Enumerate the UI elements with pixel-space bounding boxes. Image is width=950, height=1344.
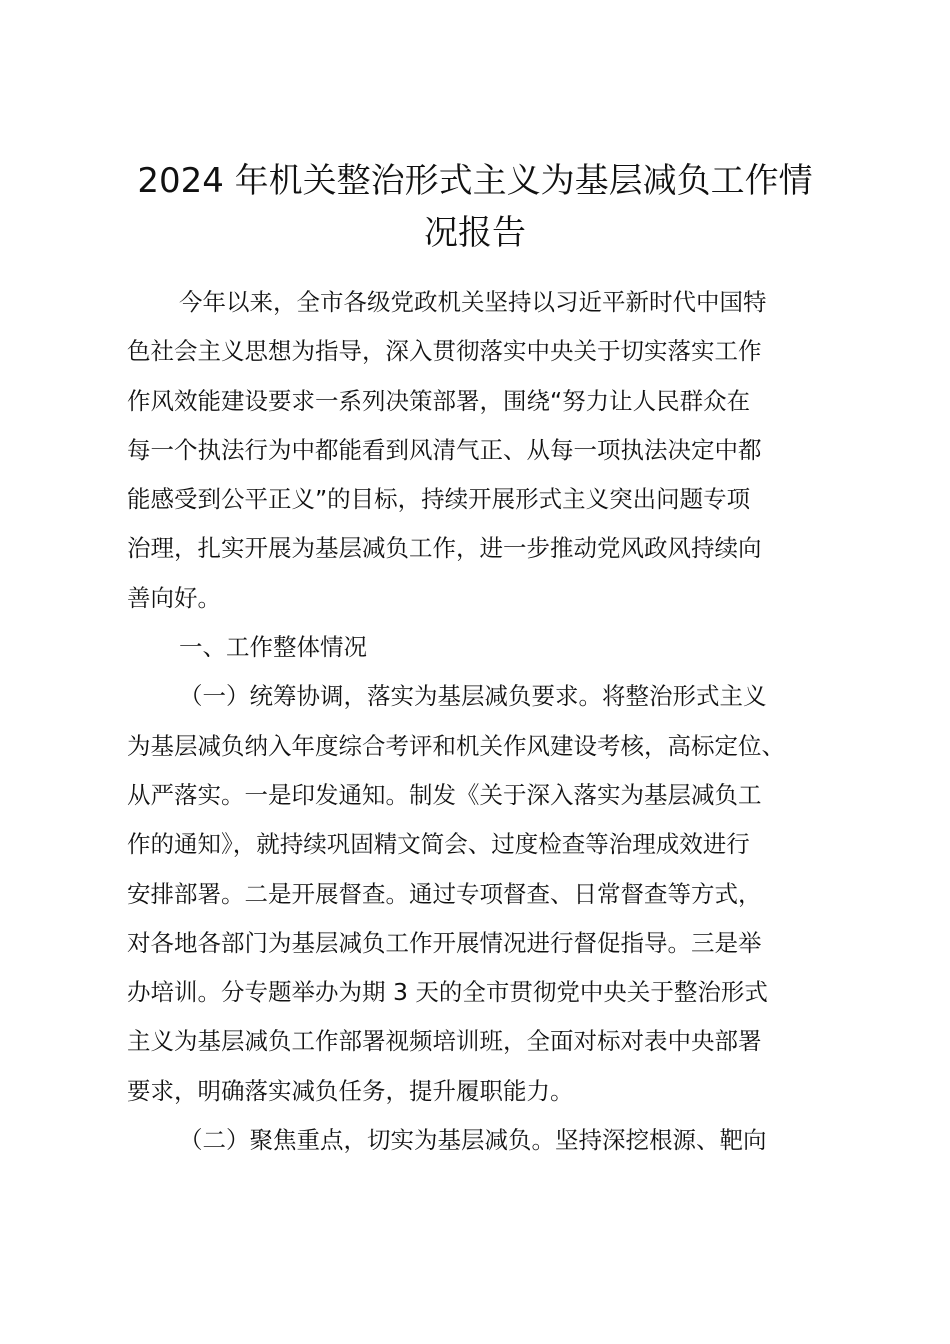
document-title [100,155,850,259]
body-line: 今年以来，全市各级党政机关坚持以习近平新时代中国特 [179,288,767,316]
body-line: 色社会主义思想为指导，深入贯彻落实中央关于切实落实工作 [127,337,762,366]
body-line: 从严落实。一是印发通知。制发《关于深入落实为基层减负工 [127,780,762,809]
body-line: 作风效能建设要求一系列决策部署，围绕“努力让人民群众在 [127,386,751,415]
body-line: 善向好。 [127,583,221,612]
body-line: 对各地各部门为基层减负工作开展情况进行督促指导。三是举 [127,928,762,957]
body-line: 治理，扎实开展为基层减负工作，进一步推动党风政风持续向 [127,534,762,563]
body-line: （一）统筹协调，落实为基层减负要求。将整治形式主义 [179,682,767,711]
body-line: 办培训。分专题举办为期 3 天的全市贯彻党中央关于整治形式 [127,978,768,1007]
body-line: 为基层减负纳入年度综合考评和机关作风建设考核，高标定位、 [127,731,785,760]
document-body [127,278,837,1165]
body-line: 每一个执法行为中都能看到风清气正、从每一项执法决定中都 [127,435,762,464]
body-line: （二）聚焦重点，切实为基层减负。坚持深挖根源、靶向 [179,1126,767,1155]
body-line: 能感受到公平正义”的目标，持续开展形式主义突出问题专项 [127,485,751,514]
body-line: 一、工作整体情况 [179,633,367,662]
body-line: 主义为基层减负工作部署视频培训班，全面对标对表中央部署 [127,1027,762,1056]
title-line-1: 2024 年机关整治形式主义为基层减负工作情 [137,161,813,201]
title-line-2: 况报告 [424,213,526,253]
body-line: 安排部署。二是开展督查。通过专项督查、日常督查等方式， [127,879,762,908]
body-line: 要求，明确落实减负任务，提升履职能力。 [127,1076,574,1105]
body-line: 作的通知》，就持续巩固精文简会、过度检查等治理成效进行 [127,830,750,859]
